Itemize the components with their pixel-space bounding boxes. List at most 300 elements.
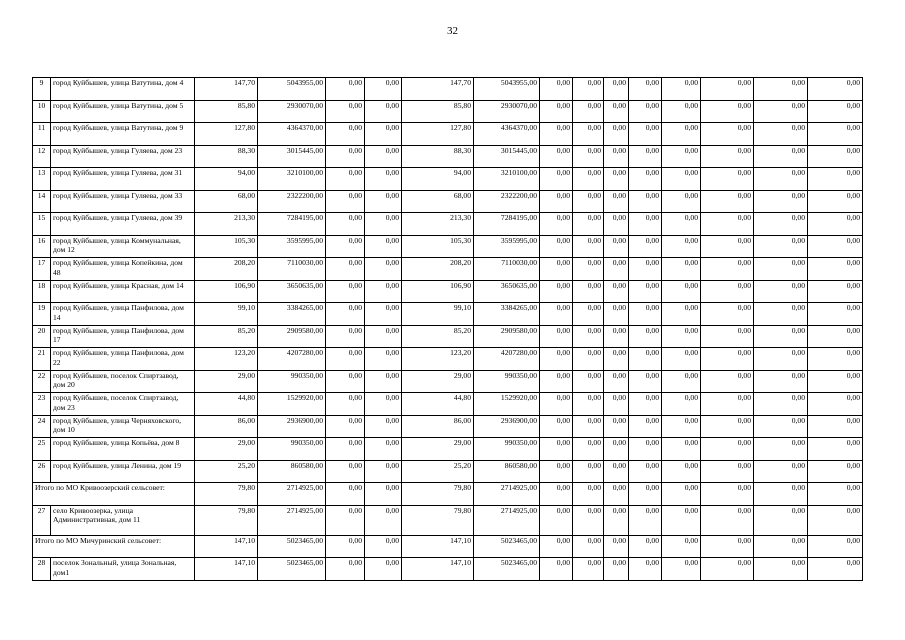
value-cell: 0,00 <box>365 370 402 393</box>
value-cell: 0,00 <box>662 325 701 348</box>
value-cell: 0,00 <box>754 190 808 213</box>
row-number: 24 <box>33 415 51 438</box>
value-cell: 0,00 <box>754 370 808 393</box>
value-cell: 29,00 <box>195 370 258 393</box>
value-cell: 0,00 <box>629 415 662 438</box>
value-cell: 0,00 <box>365 438 402 461</box>
value-cell: 0,00 <box>573 258 604 281</box>
page-number: 32 <box>447 25 458 37</box>
address-cell: город Куйбышев, улица Черняховского, дом 10 <box>51 415 195 438</box>
value-cell: 0,00 <box>540 505 573 535</box>
value-cell: 0,00 <box>540 258 573 281</box>
value-cell: 2909580,00 <box>474 325 540 348</box>
value-cell: 0,00 <box>573 505 604 535</box>
value-cell: 0,00 <box>754 460 808 483</box>
value-cell: 0,00 <box>573 460 604 483</box>
value-cell: 0,00 <box>573 348 604 371</box>
value-cell: 0,00 <box>629 505 662 535</box>
value-cell: 0,00 <box>629 123 662 146</box>
value-cell: 0,00 <box>808 348 863 371</box>
value-cell: 105,30 <box>195 235 258 258</box>
value-cell: 79,80 <box>195 505 258 535</box>
value-cell: 0,00 <box>629 535 662 558</box>
value-cell: 0,00 <box>604 78 629 101</box>
value-cell: 0,00 <box>808 213 863 236</box>
value-cell: 0,00 <box>701 460 754 483</box>
value-cell: 0,00 <box>701 168 754 191</box>
value-cell: 213,30 <box>402 213 474 236</box>
value-cell: 0,00 <box>604 393 629 416</box>
value-cell: 2714925,00 <box>474 483 540 506</box>
value-cell: 2930070,00 <box>258 100 326 123</box>
value-cell: 0,00 <box>629 168 662 191</box>
value-cell: 0,00 <box>629 438 662 461</box>
value-cell: 0,00 <box>365 145 402 168</box>
value-cell: 0,00 <box>662 438 701 461</box>
value-cell: 94,00 <box>402 168 474 191</box>
value-cell: 0,00 <box>662 483 701 506</box>
value-cell: 29,00 <box>402 438 474 461</box>
value-cell: 0,00 <box>754 303 808 326</box>
value-cell: 860580,00 <box>474 460 540 483</box>
value-cell: 25,20 <box>402 460 474 483</box>
value-cell: 0,00 <box>573 535 604 558</box>
value-cell: 0,00 <box>629 303 662 326</box>
table-row <box>33 370 863 393</box>
row-number: 21 <box>33 348 51 371</box>
value-cell: 0,00 <box>629 325 662 348</box>
value-cell: 0,00 <box>754 415 808 438</box>
value-cell: 0,00 <box>754 100 808 123</box>
value-cell: 0,00 <box>540 78 573 101</box>
value-cell: 0,00 <box>754 258 808 281</box>
value-cell: 0,00 <box>540 558 573 581</box>
value-cell: 0,00 <box>540 438 573 461</box>
row-number: 20 <box>33 325 51 348</box>
value-cell: 0,00 <box>701 100 754 123</box>
value-cell: 0,00 <box>540 325 573 348</box>
value-cell: 0,00 <box>808 438 863 461</box>
value-cell: 3015445,00 <box>474 145 540 168</box>
value-cell: 0,00 <box>754 348 808 371</box>
value-cell: 0,00 <box>662 303 701 326</box>
value-cell: 0,00 <box>808 100 863 123</box>
value-cell: 0,00 <box>604 168 629 191</box>
value-cell: 0,00 <box>326 123 365 146</box>
row-number: 18 <box>33 280 51 303</box>
value-cell: 0,00 <box>808 393 863 416</box>
value-cell: 1529920,00 <box>474 393 540 416</box>
value-cell: 0,00 <box>629 393 662 416</box>
value-cell: 1529920,00 <box>258 393 326 416</box>
address-cell: город Куйбышев, улица Коммунальная, дом 12 <box>51 235 195 258</box>
value-cell: 0,00 <box>629 235 662 258</box>
value-cell: 0,00 <box>365 483 402 506</box>
value-cell: 3384265,00 <box>258 303 326 326</box>
value-cell: 0,00 <box>701 370 754 393</box>
value-cell: 990350,00 <box>258 370 326 393</box>
value-cell: 0,00 <box>701 558 754 581</box>
value-cell: 0,00 <box>326 190 365 213</box>
value-cell: 0,00 <box>540 303 573 326</box>
value-cell: 0,00 <box>365 393 402 416</box>
value-cell: 99,10 <box>402 303 474 326</box>
value-cell: 0,00 <box>540 348 573 371</box>
address-cell: город Куйбышев, улица Копейкина, дом 48 <box>51 258 195 281</box>
value-cell: 0,00 <box>540 168 573 191</box>
value-cell: 0,00 <box>808 303 863 326</box>
value-cell: 0,00 <box>573 168 604 191</box>
value-cell: 0,00 <box>365 213 402 236</box>
value-cell: 0,00 <box>701 325 754 348</box>
table-row <box>33 303 863 326</box>
value-cell: 0,00 <box>662 213 701 236</box>
table-row <box>33 280 863 303</box>
value-cell: 4207280,00 <box>258 348 326 371</box>
value-cell: 0,00 <box>701 303 754 326</box>
value-cell: 2936900,00 <box>474 415 540 438</box>
address-cell: город Куйбышев, улица Ватутина, дом 4 <box>51 78 195 101</box>
value-cell: 2909580,00 <box>258 325 326 348</box>
value-cell: 0,00 <box>629 348 662 371</box>
address-cell: город Куйбышев, улица Красная, дом 14 <box>51 280 195 303</box>
value-cell: 0,00 <box>365 505 402 535</box>
value-cell: 94,00 <box>195 168 258 191</box>
value-cell: 147,10 <box>195 535 258 558</box>
address-cell: село Кривоозерка, улица Административная, дом 11 <box>51 505 195 535</box>
value-cell: 0,00 <box>604 535 629 558</box>
value-cell: 0,00 <box>573 190 604 213</box>
value-cell: 0,00 <box>662 190 701 213</box>
value-cell: 0,00 <box>326 100 365 123</box>
value-cell: 990350,00 <box>258 438 326 461</box>
value-cell: 3650635,00 <box>258 280 326 303</box>
row-number: 16 <box>33 235 51 258</box>
value-cell: 0,00 <box>604 258 629 281</box>
value-cell: 99,10 <box>195 303 258 326</box>
value-cell: 0,00 <box>326 280 365 303</box>
value-cell: 0,00 <box>326 145 365 168</box>
value-cell: 0,00 <box>701 393 754 416</box>
value-cell: 0,00 <box>540 535 573 558</box>
value-cell: 0,00 <box>754 123 808 146</box>
value-cell: 3595995,00 <box>258 235 326 258</box>
value-cell: 0,00 <box>629 370 662 393</box>
row-number: 25 <box>33 438 51 461</box>
address-cell: город Куйбышев, улица Гуляева, дом 33 <box>51 190 195 213</box>
value-cell: 0,00 <box>540 123 573 146</box>
value-cell: 0,00 <box>604 505 629 535</box>
address-cell: город Куйбышев, улица Ленина, дом 19 <box>51 460 195 483</box>
value-cell: 0,00 <box>754 505 808 535</box>
value-cell: 0,00 <box>662 145 701 168</box>
value-cell: 0,00 <box>540 483 573 506</box>
value-cell: 2936900,00 <box>258 415 326 438</box>
value-cell: 0,00 <box>754 325 808 348</box>
value-cell: 0,00 <box>808 235 863 258</box>
address-cell: поселок Зональный, улица Зональная, дом1 <box>51 558 195 581</box>
value-cell: 0,00 <box>365 100 402 123</box>
value-cell: 0,00 <box>701 438 754 461</box>
value-cell: 0,00 <box>573 415 604 438</box>
value-cell: 0,00 <box>808 535 863 558</box>
value-cell: 88,30 <box>402 145 474 168</box>
value-cell: 0,00 <box>326 213 365 236</box>
value-cell: 0,00 <box>701 535 754 558</box>
table-body <box>33 78 863 581</box>
value-cell: 79,80 <box>402 505 474 535</box>
value-cell: 0,00 <box>754 78 808 101</box>
value-cell: 0,00 <box>365 123 402 146</box>
value-cell: 0,00 <box>573 303 604 326</box>
value-cell: 0,00 <box>629 558 662 581</box>
value-cell: 0,00 <box>604 213 629 236</box>
value-cell: 86,00 <box>195 415 258 438</box>
value-cell: 0,00 <box>326 370 365 393</box>
value-cell: 5023465,00 <box>474 558 540 581</box>
row-number: 10 <box>33 100 51 123</box>
value-cell: 0,00 <box>701 235 754 258</box>
address-cell: город Куйбышев, улица Гуляева, дом 31 <box>51 168 195 191</box>
value-cell: 0,00 <box>326 235 365 258</box>
value-cell: 0,00 <box>629 280 662 303</box>
value-cell: 147,70 <box>195 78 258 101</box>
value-cell: 0,00 <box>701 145 754 168</box>
table-row <box>33 190 863 213</box>
value-cell: 0,00 <box>365 190 402 213</box>
address-cell: город Куйбышев, улица Гуляева, дом 23 <box>51 145 195 168</box>
value-cell: 0,00 <box>573 558 604 581</box>
value-cell: 0,00 <box>365 280 402 303</box>
value-cell: 5023465,00 <box>474 535 540 558</box>
value-cell: 3595995,00 <box>474 235 540 258</box>
value-cell: 3384265,00 <box>474 303 540 326</box>
address-cell: город Куйбышев, улица Панфилова, дом 22 <box>51 348 195 371</box>
value-cell: 29,00 <box>402 370 474 393</box>
value-cell: 0,00 <box>604 190 629 213</box>
table-row <box>33 235 863 258</box>
value-cell: 0,00 <box>326 483 365 506</box>
value-cell: 0,00 <box>662 78 701 101</box>
value-cell: 0,00 <box>662 393 701 416</box>
value-cell: 0,00 <box>808 168 863 191</box>
value-cell: 3210100,00 <box>474 168 540 191</box>
value-cell: 0,00 <box>701 123 754 146</box>
value-cell: 3650635,00 <box>474 280 540 303</box>
row-number: 19 <box>33 303 51 326</box>
value-cell: 0,00 <box>701 258 754 281</box>
value-cell: 0,00 <box>604 100 629 123</box>
value-cell: 0,00 <box>754 393 808 416</box>
value-cell: 68,00 <box>195 190 258 213</box>
value-cell: 0,00 <box>662 535 701 558</box>
value-cell: 0,00 <box>365 78 402 101</box>
value-cell: 0,00 <box>701 213 754 236</box>
value-cell: 0,00 <box>326 325 365 348</box>
value-cell: 0,00 <box>604 558 629 581</box>
value-cell: 123,20 <box>195 348 258 371</box>
housing-program-table <box>32 77 863 581</box>
value-cell: 0,00 <box>573 393 604 416</box>
table-row <box>33 123 863 146</box>
value-cell: 0,00 <box>540 235 573 258</box>
value-cell: 7284195,00 <box>474 213 540 236</box>
value-cell: 2714925,00 <box>258 505 326 535</box>
value-cell: 86,00 <box>402 415 474 438</box>
value-cell: 0,00 <box>808 325 863 348</box>
address-cell: город Куйбышев, улица Копьёва, дом 8 <box>51 438 195 461</box>
value-cell: 0,00 <box>808 483 863 506</box>
value-cell: 4207280,00 <box>474 348 540 371</box>
value-cell: 990350,00 <box>474 370 540 393</box>
value-cell: 0,00 <box>808 123 863 146</box>
value-cell: 0,00 <box>540 415 573 438</box>
value-cell: 2714925,00 <box>474 505 540 535</box>
value-cell: 7284195,00 <box>258 213 326 236</box>
value-cell: 0,00 <box>662 123 701 146</box>
value-cell: 5023465,00 <box>258 558 326 581</box>
value-cell: 0,00 <box>326 535 365 558</box>
value-cell: 0,00 <box>326 393 365 416</box>
value-cell: 106,90 <box>195 280 258 303</box>
table-row <box>33 415 863 438</box>
value-cell: 0,00 <box>326 415 365 438</box>
value-cell: 0,00 <box>754 438 808 461</box>
value-cell: 860580,00 <box>258 460 326 483</box>
value-cell: 0,00 <box>808 370 863 393</box>
value-cell: 0,00 <box>604 325 629 348</box>
table-row <box>33 325 863 348</box>
value-cell: 0,00 <box>629 213 662 236</box>
value-cell: 85,80 <box>195 100 258 123</box>
row-number: 28 <box>33 558 51 581</box>
value-cell: 0,00 <box>808 145 863 168</box>
value-cell: 4364370,00 <box>258 123 326 146</box>
value-cell: 0,00 <box>662 558 701 581</box>
value-cell: 0,00 <box>326 258 365 281</box>
value-cell: 0,00 <box>701 190 754 213</box>
row-number: 14 <box>33 190 51 213</box>
value-cell: 79,80 <box>402 483 474 506</box>
row-number: 26 <box>33 460 51 483</box>
value-cell: 0,00 <box>365 325 402 348</box>
value-cell: 0,00 <box>754 558 808 581</box>
table-row <box>33 78 863 101</box>
table-row <box>33 348 863 371</box>
value-cell: 0,00 <box>326 460 365 483</box>
value-cell: 0,00 <box>754 235 808 258</box>
value-cell: 147,10 <box>402 535 474 558</box>
table-row <box>33 168 863 191</box>
table-row <box>33 505 863 535</box>
value-cell: 25,20 <box>195 460 258 483</box>
subtotal-row <box>33 483 863 506</box>
value-cell: 0,00 <box>662 505 701 535</box>
row-number: 9 <box>33 78 51 101</box>
value-cell: 0,00 <box>540 100 573 123</box>
value-cell: 213,30 <box>195 213 258 236</box>
value-cell: 0,00 <box>573 438 604 461</box>
row-number: 11 <box>33 123 51 146</box>
value-cell: 0,00 <box>365 258 402 281</box>
value-cell: 0,00 <box>754 280 808 303</box>
value-cell: 3015445,00 <box>258 145 326 168</box>
value-cell: 0,00 <box>604 348 629 371</box>
table-row <box>33 213 863 236</box>
value-cell: 44,80 <box>402 393 474 416</box>
value-cell: 0,00 <box>754 168 808 191</box>
address-cell: город Куйбышев, улица Панфилова, дом 14 <box>51 303 195 326</box>
value-cell: 0,00 <box>540 145 573 168</box>
value-cell: 0,00 <box>604 460 629 483</box>
value-cell: 127,80 <box>195 123 258 146</box>
table-row <box>33 558 863 581</box>
value-cell: 0,00 <box>701 348 754 371</box>
value-cell: 0,00 <box>604 235 629 258</box>
value-cell: 0,00 <box>629 145 662 168</box>
value-cell: 0,00 <box>573 483 604 506</box>
value-cell: 0,00 <box>326 348 365 371</box>
value-cell: 68,00 <box>402 190 474 213</box>
value-cell: 0,00 <box>808 258 863 281</box>
address-cell: город Куйбышев, улица Ватутина, дом 5 <box>51 100 195 123</box>
value-cell: 0,00 <box>604 370 629 393</box>
value-cell: 0,00 <box>662 460 701 483</box>
value-cell: 85,20 <box>195 325 258 348</box>
subtotal-label: Итого по МО Мичуринский сельсовет: <box>33 535 195 558</box>
value-cell: 147,70 <box>402 78 474 101</box>
value-cell: 4364370,00 <box>474 123 540 146</box>
value-cell: 0,00 <box>808 280 863 303</box>
value-cell: 0,00 <box>701 505 754 535</box>
value-cell: 0,00 <box>326 78 365 101</box>
table-row <box>33 460 863 483</box>
value-cell: 0,00 <box>662 235 701 258</box>
value-cell: 0,00 <box>629 78 662 101</box>
value-cell: 5043955,00 <box>474 78 540 101</box>
value-cell: 0,00 <box>754 483 808 506</box>
value-cell: 0,00 <box>365 415 402 438</box>
row-number: 17 <box>33 258 51 281</box>
value-cell: 2930070,00 <box>474 100 540 123</box>
value-cell: 0,00 <box>629 460 662 483</box>
value-cell: 0,00 <box>365 168 402 191</box>
value-cell: 0,00 <box>326 558 365 581</box>
value-cell: 0,00 <box>365 235 402 258</box>
value-cell: 127,80 <box>402 123 474 146</box>
table-row <box>33 258 863 281</box>
value-cell: 0,00 <box>326 168 365 191</box>
address-cell: город Куйбышев, улица Ватутина, дом 9 <box>51 123 195 146</box>
row-number: 27 <box>33 505 51 535</box>
address-cell: город Куйбышев, улица Панфилова, дом 17 <box>51 325 195 348</box>
table-row <box>33 393 863 416</box>
value-cell: 0,00 <box>540 190 573 213</box>
address-cell: город Куйбышев, поселок Спиртзавод, дом 20 <box>51 370 195 393</box>
value-cell: 990350,00 <box>474 438 540 461</box>
value-cell: 0,00 <box>701 483 754 506</box>
value-cell: 79,80 <box>195 483 258 506</box>
value-cell: 0,00 <box>604 483 629 506</box>
value-cell: 0,00 <box>540 280 573 303</box>
table-row <box>33 100 863 123</box>
value-cell: 0,00 <box>754 213 808 236</box>
value-cell: 0,00 <box>365 303 402 326</box>
value-cell: 0,00 <box>540 460 573 483</box>
value-cell: 0,00 <box>604 280 629 303</box>
value-cell: 0,00 <box>808 460 863 483</box>
value-cell: 0,00 <box>629 258 662 281</box>
